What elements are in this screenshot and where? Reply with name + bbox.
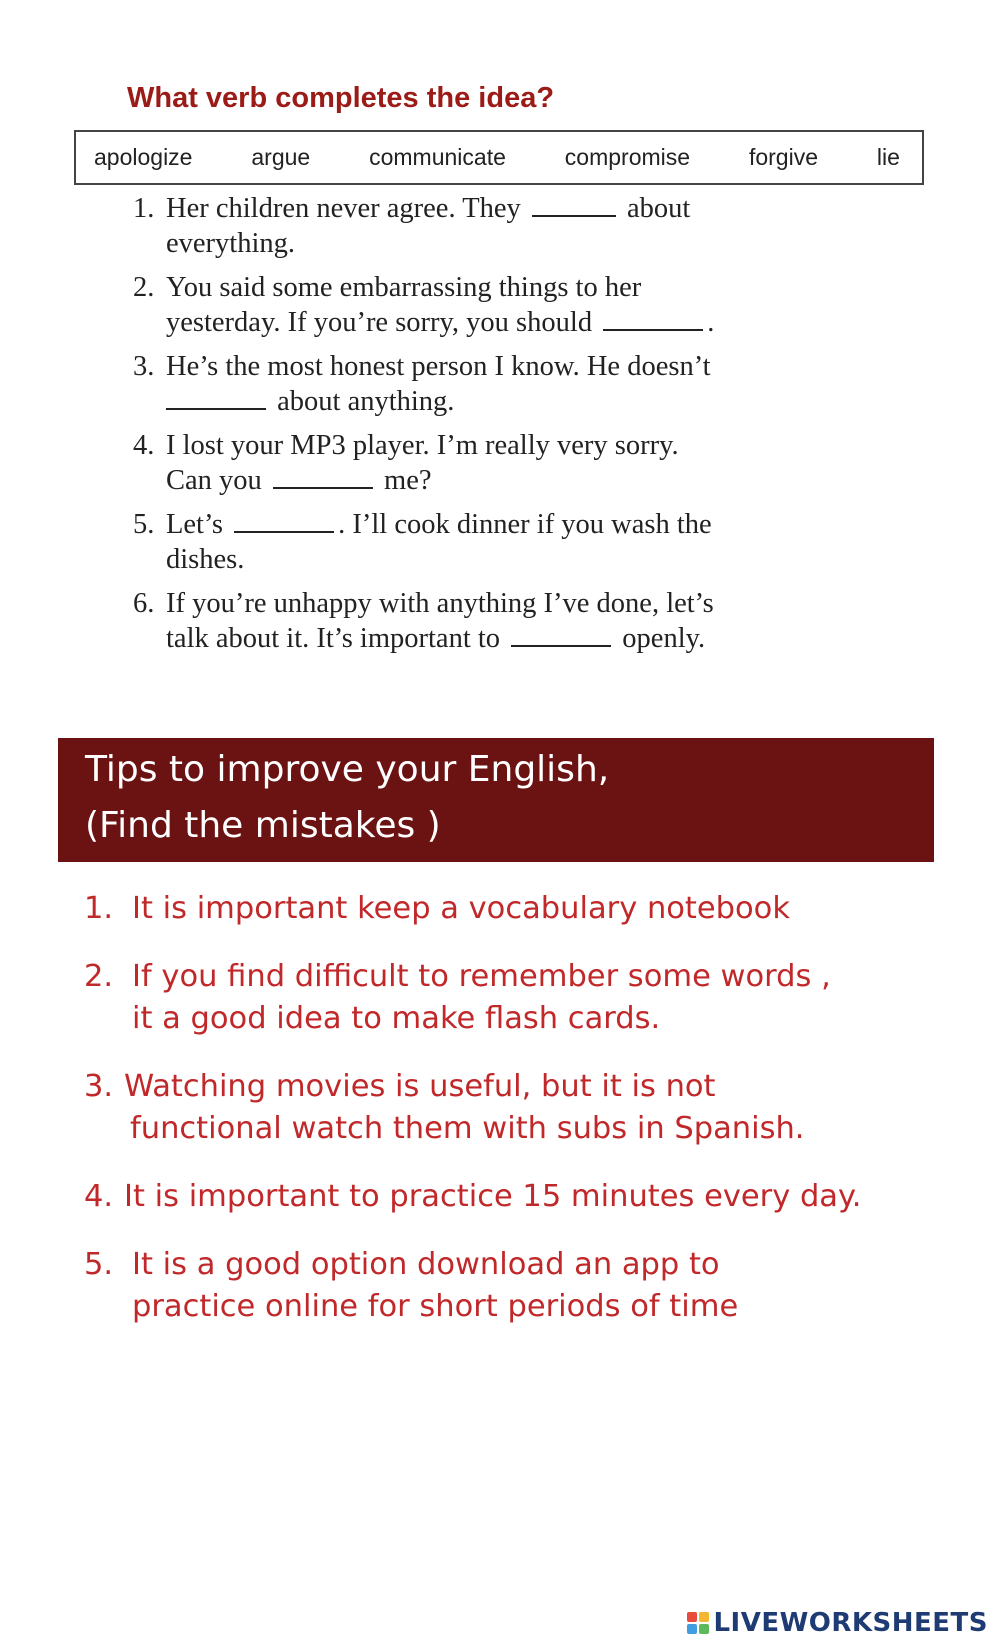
item-text: I lost your MP3 player. I’m really very sorry. xyxy=(166,430,679,461)
word-bank-item: forgive xyxy=(748,144,819,170)
answer-blank[interactable] xyxy=(532,193,616,217)
exercise-item xyxy=(133,428,893,498)
logo-square xyxy=(687,1612,697,1622)
item-number: 6. xyxy=(133,588,155,619)
word-bank-item: argue xyxy=(251,144,311,170)
tip-number: 3. xyxy=(84,1069,114,1104)
tip-number: 5. xyxy=(84,1247,114,1282)
answer-blank[interactable] xyxy=(273,465,373,489)
item-text: me? xyxy=(384,465,432,496)
item-text: talk about it. It’s important to xyxy=(166,623,501,654)
banner-subtitle: (Find the mistakes ) xyxy=(85,805,441,846)
word-bank-item: compromise xyxy=(564,144,691,170)
tip-text: it a good idea to make flash cards. xyxy=(132,1001,661,1036)
item-text: . xyxy=(707,307,715,338)
tips-list xyxy=(84,888,964,1354)
tip-item xyxy=(84,888,964,930)
item-number: 3. xyxy=(133,351,155,382)
answer-blank[interactable] xyxy=(166,386,266,410)
tip-text: practice online for short periods of time xyxy=(132,1289,739,1324)
answer-blank[interactable] xyxy=(603,307,703,331)
item-text: He’s the most honest person I know. He doesn’t xyxy=(166,351,711,382)
tip-text: It is important to practice 15 minutes every day. xyxy=(124,1179,862,1214)
word-bank-item: communicate xyxy=(369,144,506,170)
item-text: Let’s xyxy=(166,509,223,540)
tip-text: functional watch them with subs in Spanish. xyxy=(130,1111,805,1146)
tip-text: Watching movies is useful, but it is not xyxy=(124,1069,716,1104)
exercise-title: What verb completes the idea? xyxy=(127,82,555,114)
logo-text: LIVEWORKSHEETS xyxy=(713,1608,988,1638)
item-text: . I’ll cook dinner if you wash the xyxy=(338,509,712,540)
tip-item xyxy=(84,1176,964,1218)
logo-mark-icon xyxy=(687,1612,709,1634)
item-text: dishes. xyxy=(166,544,245,575)
answer-blank[interactable] xyxy=(234,509,334,533)
logo-square xyxy=(687,1624,697,1634)
logo-square xyxy=(699,1612,709,1622)
item-text: about anything. xyxy=(277,386,455,417)
word-bank-item: lie xyxy=(876,144,900,170)
exercise-item xyxy=(133,349,893,419)
word-bank xyxy=(74,130,924,185)
tips-banner xyxy=(58,738,934,862)
tip-text: It is important keep a vocabulary notebook xyxy=(132,891,790,926)
item-text: If you’re unhappy with anything I’ve done, let’s xyxy=(166,588,714,619)
tip-number: 1. xyxy=(84,891,114,926)
item-text: Her children never agree. They xyxy=(166,193,521,224)
tip-item xyxy=(84,1244,964,1328)
exercise-item xyxy=(133,507,893,577)
tip-number: 4. xyxy=(84,1179,114,1214)
item-number: 2. xyxy=(133,272,155,303)
liveworksheets-logo xyxy=(687,1608,988,1638)
item-text: about xyxy=(627,193,691,224)
answer-blank[interactable] xyxy=(511,623,611,647)
item-text: everything. xyxy=(166,228,296,259)
tip-text: It is a good option download an app to xyxy=(132,1247,720,1282)
exercise-list xyxy=(133,191,893,665)
item-number: 5. xyxy=(133,509,155,540)
tip-text: If you find difficult to remember some words , xyxy=(132,959,831,994)
exercise-item xyxy=(133,191,893,261)
tip-item xyxy=(84,956,964,1040)
item-text: yesterday. If you’re sorry, you should xyxy=(166,307,593,338)
logo-square xyxy=(699,1624,709,1634)
word-bank-item: apologize xyxy=(94,144,193,170)
item-text: You said some embarrassing things to her xyxy=(166,272,642,303)
tip-number: 2. xyxy=(84,959,114,994)
tip-item xyxy=(84,1066,964,1150)
item-number: 1. xyxy=(133,193,155,224)
banner-title: Tips to improve your English, xyxy=(85,749,610,790)
item-number: 4. xyxy=(133,430,155,461)
exercise-item xyxy=(133,270,893,340)
item-text: Can you xyxy=(166,465,262,496)
exercise-item xyxy=(133,586,893,656)
item-text: openly. xyxy=(622,623,706,654)
